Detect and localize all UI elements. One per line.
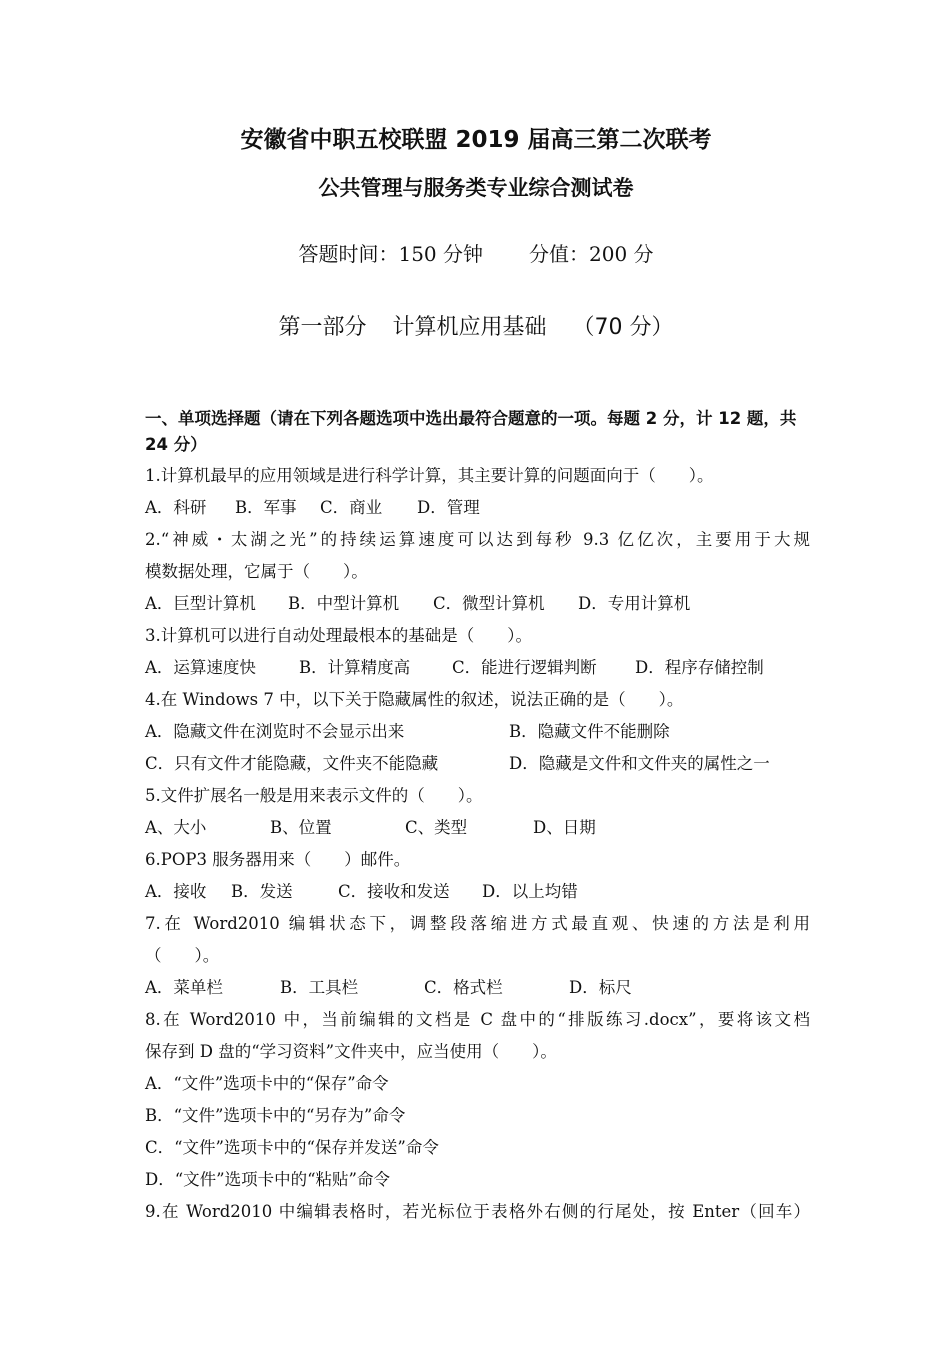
question-4-options-row2 <box>145 748 810 780</box>
option: C．能进行逻辑判断 <box>452 658 597 677</box>
option: A．菜单栏 <box>145 978 223 997</box>
question-2-options <box>145 588 810 620</box>
part-name: 第一部分 <box>278 315 367 340</box>
option: A．接收 <box>145 882 207 901</box>
option: D．管理 <box>417 498 480 517</box>
exam-title: 安徽省中职五校联盟 2019 届高三第二次联考 <box>240 127 712 153</box>
question-5-options <box>145 812 810 844</box>
question-7-stem-cont: （ ）。 <box>145 946 220 965</box>
option: B．中型计算机 <box>288 594 400 613</box>
part-points: （70 分） <box>572 315 674 340</box>
question-8-option-b: B．“文件”选项卡中的“另存为”命令 <box>145 1106 406 1125</box>
question-2-stem: 2.“神威・太湖之光”的持续运算速度可以达到每秒 9.3 亿亿次，主要用于大规 <box>145 530 810 549</box>
option: C．商业 <box>320 498 383 517</box>
question-4-stem: 4.在 Windows 7 中，以下关于隐藏属性的叙述，说法正确的是（ ）。 <box>145 690 684 709</box>
option: B．军事 <box>235 498 297 517</box>
option: D．以上均错 <box>482 882 578 901</box>
question-1-options <box>145 492 810 524</box>
section-heading: 一、单项选择题（请在下列各题选项中选出最符合题意的一项。每题 2 分，计 12 题，共 24 分） <box>145 409 797 454</box>
option: B．发送 <box>231 882 293 901</box>
question-8-stem-cont: 保存到 D 盘的“学习资料”文件夹中，应当使用（ ）。 <box>145 1042 557 1061</box>
question-5-stem: 5.文件扩展名一般是用来表示文件的（ ）。 <box>145 786 483 805</box>
question-7-stem: 7.在 Word2010 编辑状态下，调整段落缩进方式最直观、快速的方法是利用 <box>145 914 810 933</box>
question-4-options-row1 <box>145 716 810 748</box>
part-subject: 计算机应用基础 <box>392 315 547 340</box>
exam-subtitle: 公共管理与服务类专业综合测试卷 <box>318 176 634 200</box>
question-6-stem: 6.POP3 服务器用来（ ）邮件。 <box>145 850 411 869</box>
question-8-option-c: C．“文件”选项卡中的“保存并发送”命令 <box>145 1138 439 1157</box>
option: C．微型计算机 <box>433 594 545 613</box>
option: A．运算速度快 <box>145 658 256 677</box>
option: A．科研 <box>145 498 207 517</box>
question-3-options <box>145 652 810 684</box>
option: C．只有文件才能隐藏，文件夹不能隐藏 <box>145 754 439 773</box>
option: A、大小 <box>145 818 207 837</box>
option: B．工具栏 <box>280 978 359 997</box>
question-9-stem: 9.在 Word2010 中编辑表格时，若光标位于表格外右侧的行尾处，按 Enter（回车） <box>145 1202 810 1221</box>
question-6-options <box>145 876 810 908</box>
exam-info <box>0 236 952 272</box>
option: A．巨型计算机 <box>145 594 256 613</box>
option: B．计算精度高 <box>299 658 411 677</box>
question-8-option-a: A．“文件”选项卡中的“保存”命令 <box>145 1074 389 1093</box>
option: B、位置 <box>270 818 332 837</box>
option: A．隐藏文件在浏览时不会显示出来 <box>145 722 405 741</box>
option: D．程序存储控制 <box>635 658 764 677</box>
score-label: 分值：200 分 <box>529 242 654 266</box>
option: C．格式栏 <box>424 978 503 997</box>
option: C．接收和发送 <box>338 882 450 901</box>
time-label: 答题时间：150 分钟 <box>298 242 483 266</box>
question-list <box>145 460 810 1228</box>
question-3-stem: 3.计算机可以进行自动处理最根本的基础是（ ）。 <box>145 626 532 645</box>
part-title <box>0 308 952 348</box>
option: D．专用计算机 <box>578 594 691 613</box>
option: D、日期 <box>533 818 596 837</box>
option: D．隐藏是文件和文件夹的属性之一 <box>509 754 770 773</box>
option: B．隐藏文件不能删除 <box>509 722 670 741</box>
question-8-option-d: D．“文件”选项卡中的“粘贴”命令 <box>145 1170 390 1189</box>
question-2-stem-cont: 模数据处理，它属于（ ）。 <box>145 562 368 581</box>
question-1-stem: 1.计算机最早的应用领域是进行科学计算，其主要计算的问题面向于（ ）。 <box>145 466 714 485</box>
option: D．标尺 <box>569 978 632 997</box>
question-8-stem: 8.在 Word2010 中，当前编辑的文档是 C 盘中的“排版练习.docx”，要将该文档 <box>145 1010 810 1029</box>
option: C、类型 <box>405 818 468 837</box>
question-7-options <box>145 972 810 1004</box>
